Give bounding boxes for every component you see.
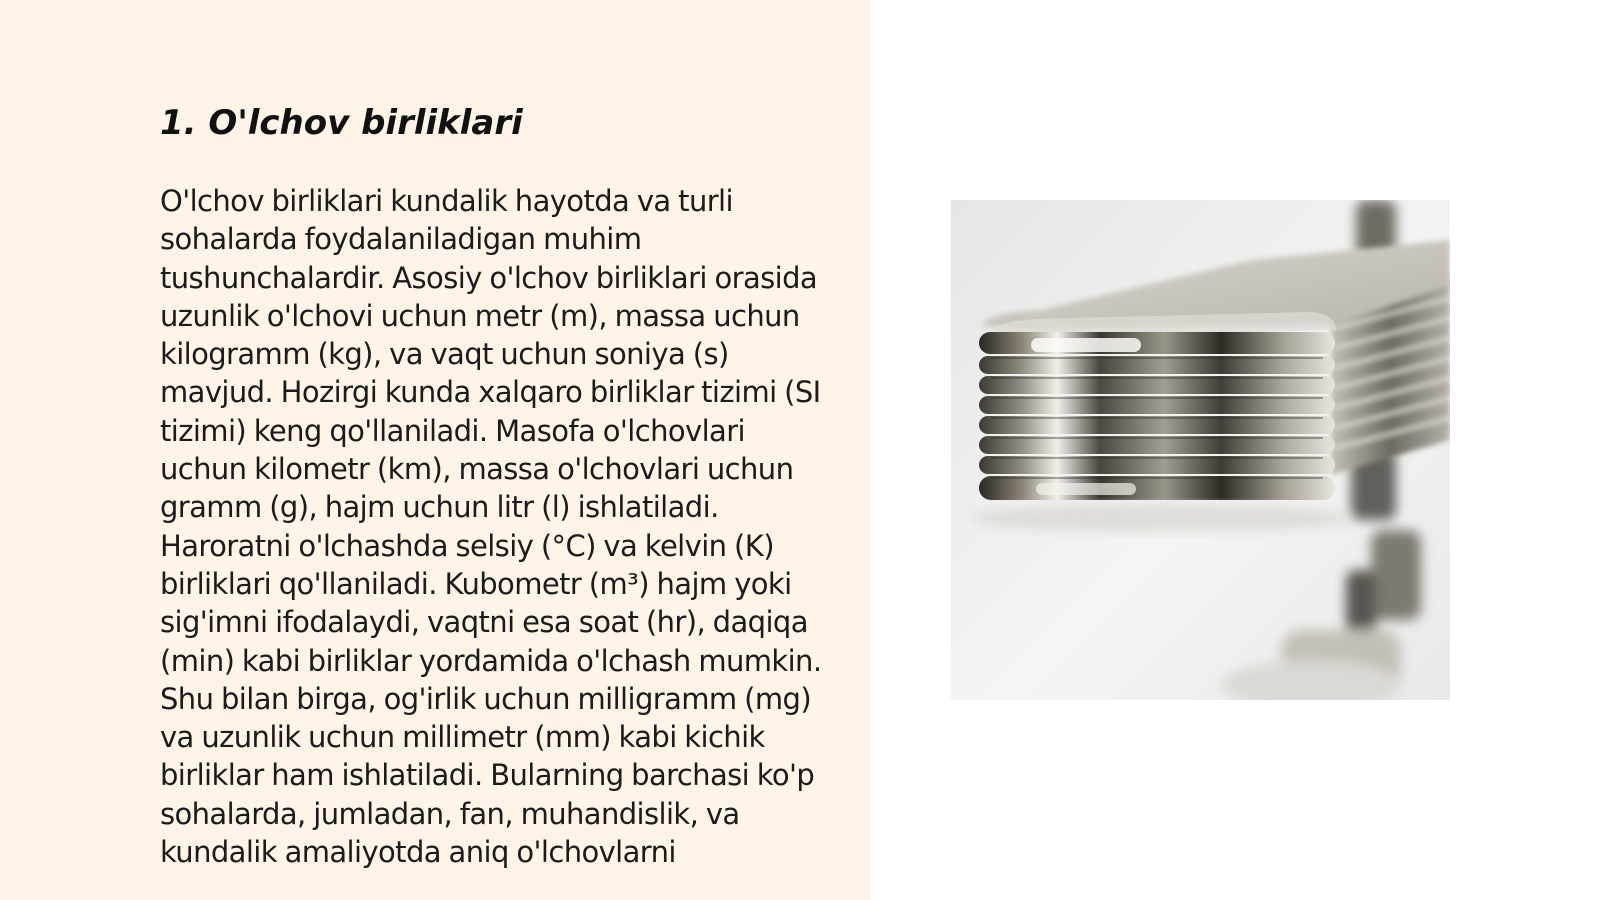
image-panel [870, 0, 1600, 900]
metal-bars-photo [951, 200, 1450, 700]
slide-heading: 1. O'lchov birliklari [160, 103, 523, 143]
slide-body-text: O'lchov birliklari kundalik hayotda va turli sohalarda foydalaniladigan muhim tushunchalardir. Asosiy o'lchov birliklari orasida uzunlik o'lchovi uchun metr (m), massa uchun kilogramm (kg), va vaqt uchun soniya (s) mavjud. Hozirgi kunda xalqaro birliklar tizimi (SI tizimi) keng qo'llaniladi. Masofa o'lchovlari uchun kilometr (km), massa o'lchovlari uchun gramm (g), hajm uchun litr (l) ishlatiladi. Haroratni o'lchashda selsiy (°C) va kelvin (K) birliklari qo'llaniladi. Kubometr (m³) hajm yoki sig'imni ifodalaydi, vaqtni esa soat (hr), daqiqa (min) kabi birliklar yordamida o'lchash mumkin. Shu bilan birga, og'irlik uchun milligramm (mg) va uzunlik uchun millimetr (mm) kabi kichik birliklar ham ishlatiladi. Bularning barchasi ko'p sohalarda, jumladan, fan, muhandislik, va kundalik amaliyotda aniq o'lchovlarni [160, 184, 822, 870]
